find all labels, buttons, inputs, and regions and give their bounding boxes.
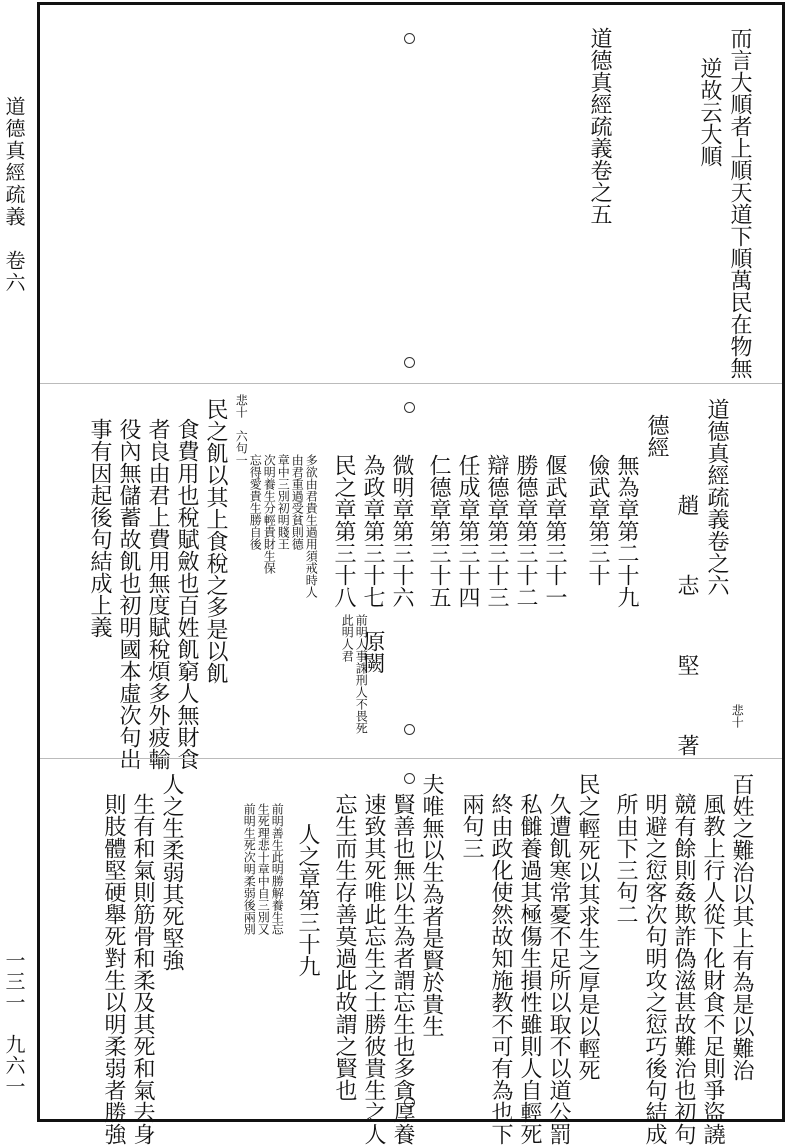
text-column: 夫唯無以生為者是賢於貴生 — [419, 773, 444, 1037]
text-column: 明避之愆客次句明攻之愆巧後句結成 — [642, 793, 667, 1145]
text-column: 百姓之難治以其上有為是以難治 — [729, 773, 754, 1081]
annotation: 忘得愛貴生勝自後 — [248, 454, 263, 550]
page-frame — [37, 2, 785, 1145]
annotation: 由君重過受貧則德 — [290, 454, 305, 550]
chapter-entry: 微明章第三十六 — [389, 454, 414, 608]
chapter-entry: 仁德章第三十五 — [426, 454, 451, 608]
chapter-entry: 無為章第二十九 — [614, 454, 639, 608]
text-column: 事有因起後句結成上義 — [87, 418, 112, 638]
text-column: 逆故云大順 — [697, 57, 722, 167]
section-title: 德經 — [644, 414, 669, 458]
text-column: 生有和氣則筋骨和柔及其死和氣去身 — [130, 793, 155, 1145]
text-column: 役內無儲蓄故飢也初明國本虛次句出 — [116, 418, 141, 770]
binding-hole-icon — [404, 402, 415, 413]
annotation: 此明人君 — [340, 614, 355, 662]
text-column: 食費用也稅賦斂也百姓飢窮人無財食 — [174, 418, 199, 770]
author-line: 趙 志 堅 著 — [674, 494, 699, 774]
chapter-entry: 辯德章第三十三 — [484, 454, 509, 608]
text-column: 所由下三句二 — [613, 793, 638, 925]
text-column: 者良由君上費用無度賦稅煩多外疲輸 — [145, 418, 170, 770]
text-column: 則肢體堅硬舉死對生以明柔弱者勝強 — [101, 793, 126, 1145]
text-column: 風教上行人從下化財食不足則爭盜譊 — [700, 793, 725, 1145]
margin-page-number: 一三一 九六一 — [2, 950, 26, 1097]
margin-book-title: 道德真經疏義 卷六 — [2, 96, 26, 294]
text-column: 民之飢以其上食稅之多是以飢 — [203, 398, 228, 684]
text-column: 民之輕死以其求生之厚是以輕死 — [575, 773, 600, 1081]
annotation: 前明善生此明勝解養生忘 — [270, 803, 285, 935]
binding-hole-icon — [404, 357, 415, 368]
text-column: 速致其死唯此忘生之士勝彼貴生之人 — [361, 793, 386, 1145]
text-column: 終由政化使然故知施教不可有為也下 — [488, 793, 513, 1145]
panel-top — [40, 5, 782, 384]
annotation: 前明人事誅刑人不畏死 — [354, 614, 369, 734]
text-column: 競有餘則姦欺詐偽滋甚故難治也初句 — [671, 793, 696, 1145]
annotation: 章中三別初明賤王 — [276, 454, 291, 550]
text-column: 忘生而生存善莫過此故謂之賢也 — [332, 793, 357, 1101]
chapter-entry: 為政章第三十七 原闕 — [360, 454, 385, 674]
annotation: 多欲由君貴生過用須戒時人 — [304, 454, 319, 598]
text-column: 人之生柔弱其死堅強 — [159, 773, 184, 971]
annotation: 生死理悲十章中自三別又 — [256, 803, 271, 935]
text-column: 私雠養過其極傷生損性雖則人自輕死 — [517, 793, 542, 1145]
panel-middle — [40, 384, 782, 774]
annotation: 前明生死次明柔弱後兩別 — [242, 803, 257, 935]
annotation: 悲十 六句一 — [234, 394, 249, 466]
text-column: 賢善也無以生為者謂忘生也多貪厚養 — [390, 793, 415, 1145]
panel-bottom — [40, 759, 782, 1145]
binding-hole-icon — [404, 773, 415, 784]
text-column: 兩句三 — [459, 793, 484, 859]
volume-title: 道德真經疏義卷之六 — [704, 398, 729, 596]
volume-end-title: 道德真經疏義卷之五 — [587, 27, 612, 225]
author-mark: 悲十 — [730, 704, 745, 728]
chapter-heading: 人之章第三十九 — [295, 823, 320, 977]
binding-hole-icon — [404, 724, 415, 735]
text-column: 而言大順者上順天道下順萬民在物無 — [727, 27, 752, 379]
text-column: 久遭飢寒常憂不足所以取不以道公罰 — [546, 793, 571, 1145]
chapter-entry: 民之章第三十八 — [331, 454, 356, 608]
annotation: 次明養生分輕貴財生保 — [262, 454, 277, 574]
chapter-entry: 勝德章第三十二 — [513, 454, 538, 608]
chapter-entry: 偃武章第三十一 — [542, 454, 567, 608]
chapter-entry: 儉武章第三十 — [585, 454, 610, 586]
chapter-entry: 任成章第三十四 — [455, 454, 480, 608]
binding-hole-icon — [404, 33, 415, 44]
